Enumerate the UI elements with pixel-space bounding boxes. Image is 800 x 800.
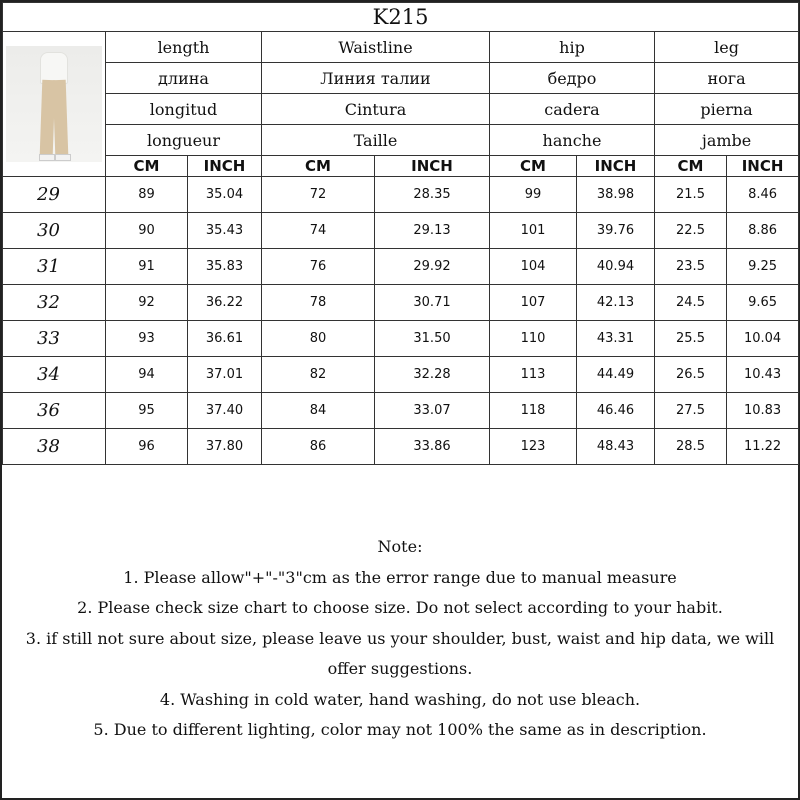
measurement-cell: 10.04 <box>727 321 799 357</box>
measurement-cell: 37.80 <box>188 429 262 465</box>
measurement-cell: 35.83 <box>188 249 262 285</box>
measurement-cell: 8.46 <box>727 177 799 213</box>
measurement-cell: 37.40 <box>188 393 262 429</box>
unit-label: CM <box>106 156 188 177</box>
header-hip-en: hip <box>490 32 655 63</box>
measurement-cell: 84 <box>262 393 375 429</box>
measurement-cell: 9.25 <box>727 249 799 285</box>
header-hip-fr: hanche <box>490 125 655 156</box>
measurement-cell: 37.01 <box>188 357 262 393</box>
size-label: 34 <box>3 357 106 393</box>
header-waistline-ru: Линия талии <box>262 63 490 94</box>
measurement-cell: 86 <box>262 429 375 465</box>
measurement-cell: 95 <box>106 393 188 429</box>
size-label: 36 <box>3 393 106 429</box>
measurement-cell: 9.65 <box>727 285 799 321</box>
header-hip-ru: бедро <box>490 63 655 94</box>
measurement-cell: 38.98 <box>577 177 655 213</box>
measurement-cell: 29.92 <box>375 249 490 285</box>
header-leg-es: pierna <box>655 94 799 125</box>
measurement-cell: 94 <box>106 357 188 393</box>
measurement-cell: 40.94 <box>577 249 655 285</box>
measurement-cell: 93 <box>106 321 188 357</box>
measurement-cell: 123 <box>490 429 577 465</box>
measurement-cell: 36.61 <box>188 321 262 357</box>
header-length-fr: longueur <box>106 125 262 156</box>
measurement-cell: 22.5 <box>655 213 727 249</box>
header-hip-es: cadera <box>490 94 655 125</box>
unit-label: CM <box>490 156 577 177</box>
measurement-cell: 76 <box>262 249 375 285</box>
measurement-cell: 107 <box>490 285 577 321</box>
measurement-cell: 72 <box>262 177 375 213</box>
measurement-cell: 90 <box>106 213 188 249</box>
measurement-cell: 33.86 <box>375 429 490 465</box>
measurement-cell: 35.43 <box>188 213 262 249</box>
header-waistline-es: Cintura <box>262 94 490 125</box>
measurement-cell: 82 <box>262 357 375 393</box>
measurement-cell: 36.22 <box>188 285 262 321</box>
size-row <box>3 393 799 429</box>
measurement-cell: 8.86 <box>727 213 799 249</box>
header-leg-en: leg <box>655 32 799 63</box>
unit-row <box>3 156 799 177</box>
size-label: 30 <box>3 213 106 249</box>
header-leg-ru: нога <box>655 63 799 94</box>
size-row <box>3 357 799 393</box>
size-row <box>3 177 799 213</box>
note-item: 1. Please allow"+"-"3"cm as the error range due to manual measure <box>123 567 677 587</box>
measurement-cell: 33.07 <box>375 393 490 429</box>
measurement-cell: 25.5 <box>655 321 727 357</box>
measurement-cell: 28.35 <box>375 177 490 213</box>
measurement-cell: 101 <box>490 213 577 249</box>
measurement-cell: 27.5 <box>655 393 727 429</box>
product-photo-cell <box>3 32 106 177</box>
measurement-cell: 89 <box>106 177 188 213</box>
size-row <box>3 321 799 357</box>
measurement-cell: 118 <box>490 393 577 429</box>
header-length-ru: длина <box>106 63 262 94</box>
measurement-cell: 32.28 <box>375 357 490 393</box>
measurement-cell: 104 <box>490 249 577 285</box>
measurement-cell: 48.43 <box>577 429 655 465</box>
header-length-es: longitud <box>106 94 262 125</box>
measurement-cell: 26.5 <box>655 357 727 393</box>
notes-section <box>2 532 798 746</box>
header-leg-fr: jambe <box>655 125 799 156</box>
measurement-cell: 92 <box>106 285 188 321</box>
unit-label: CM <box>262 156 375 177</box>
note-item: 2. Please check size chart to choose size. Do not select according to your habit. <box>77 598 723 617</box>
unit-label: INCH <box>727 156 799 177</box>
measurement-cell: 35.04 <box>188 177 262 213</box>
measurement-cell: 42.13 <box>577 285 655 321</box>
unit-label: CM <box>655 156 727 177</box>
measurement-cell: 44.49 <box>577 357 655 393</box>
notes-heading: Note: <box>377 537 423 556</box>
measurement-cell: 39.76 <box>577 213 655 249</box>
measurement-cell: 96 <box>106 429 188 465</box>
size-label: 29 <box>3 177 106 213</box>
measurement-cell: 23.5 <box>655 249 727 285</box>
note-item: 5. Due to different lighting, color may not 100% the same as in description. <box>93 720 707 739</box>
chart-title: K215 <box>3 3 799 32</box>
measurement-cell: 43.31 <box>577 321 655 357</box>
size-row <box>3 213 799 249</box>
size-chart-table <box>2 2 799 465</box>
measurement-cell: 78 <box>262 285 375 321</box>
header-waistline-en: Waistline <box>262 32 490 63</box>
note-item: 3. if still not sure about size, please leave us your shoulder, bust, waist and hip data, we will offer suggestions. <box>25 628 775 678</box>
measurement-cell: 24.5 <box>655 285 727 321</box>
measurement-cell: 99 <box>490 177 577 213</box>
measurement-cell: 29.13 <box>375 213 490 249</box>
measurement-cell: 30.71 <box>375 285 490 321</box>
product-photo <box>6 46 102 162</box>
measurement-cell: 74 <box>262 213 375 249</box>
measurement-cell: 113 <box>490 357 577 393</box>
size-label: 33 <box>3 321 106 357</box>
measurement-cell: 46.46 <box>577 393 655 429</box>
unit-label: INCH <box>375 156 490 177</box>
measurement-cell: 28.5 <box>655 429 727 465</box>
measurement-cell: 10.43 <box>727 357 799 393</box>
measurement-cell: 110 <box>490 321 577 357</box>
header-length-en: length <box>106 32 262 63</box>
size-label: 31 <box>3 249 106 285</box>
unit-label: INCH <box>188 156 262 177</box>
measurement-cell: 31.50 <box>375 321 490 357</box>
measurement-cell: 11.22 <box>727 429 799 465</box>
measurement-cell: 21.5 <box>655 177 727 213</box>
size-label: 38 <box>3 429 106 465</box>
unit-label: INCH <box>577 156 655 177</box>
size-label: 32 <box>3 285 106 321</box>
note-item: 4. Washing in cold water, hand washing, do not use bleach. <box>159 689 641 709</box>
measurement-cell: 80 <box>262 321 375 357</box>
header-waistline-fr: Taille <box>262 125 490 156</box>
measurement-cell: 10.83 <box>727 393 799 429</box>
measurement-cell: 91 <box>106 249 188 285</box>
size-row <box>3 285 799 321</box>
size-row <box>3 249 799 285</box>
size-row <box>3 429 799 465</box>
